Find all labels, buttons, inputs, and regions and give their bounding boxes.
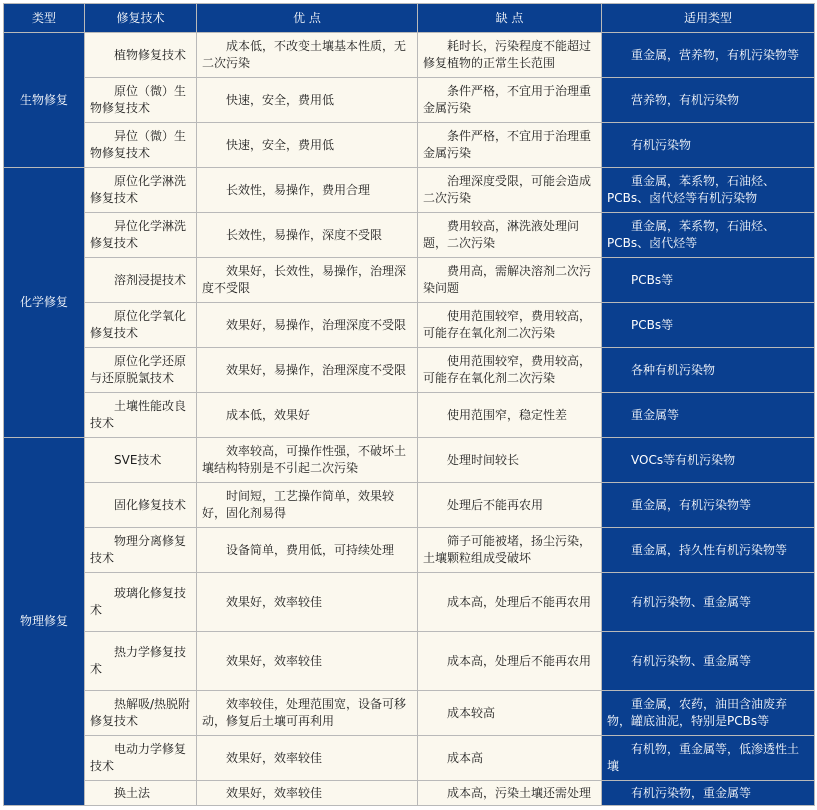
table-row [4, 573, 815, 632]
table-row [4, 438, 815, 483]
header-type: 类型 [4, 4, 85, 33]
pros-cell: 设备简单，费用低，可持续处理 [197, 528, 418, 573]
pros-cell: 效果好，效率较佳 [197, 781, 418, 806]
table-row [4, 213, 815, 258]
header-technique: 修复技术 [85, 4, 197, 33]
pros-cell: 快速，安全，费用低 [197, 123, 418, 168]
technique-cell: 原位化学淋洗修复技术 [85, 168, 197, 213]
category-cell: 生物修复 [4, 33, 85, 168]
pros-cell: 效率较佳，处理范围宽，设备可移动，修复后土壤可再利用 [197, 691, 418, 736]
technique-cell: 热解吸/热脱附修复技术 [85, 691, 197, 736]
category-cell: 物理修复 [4, 438, 85, 806]
cons-cell: 条件严格，不宜用于治理重金属污染 [418, 123, 602, 168]
cons-cell: 筛子可能被堵，扬尘污染，土壤颗粒组成受破坏 [418, 528, 602, 573]
applicable-cell: PCBs等 [602, 258, 815, 303]
applicable-cell: VOCs等有机污染物 [602, 438, 815, 483]
technique-cell: 植物修复技术 [85, 33, 197, 78]
technique-cell: 换土法 [85, 781, 197, 806]
applicable-cell: 重金属，持久性有机污染物等 [602, 528, 815, 573]
remediation-comparison-table [3, 3, 815, 806]
cons-cell: 成本高，处理后不能再农用 [418, 573, 602, 632]
applicable-cell: 重金属，苯系物，石油烃、PCBs、卤代烃等 [602, 213, 815, 258]
technique-cell: 原位化学还原与还原脱氯技术 [85, 348, 197, 393]
table-row [4, 168, 815, 213]
pros-cell: 长效性，易操作，费用合理 [197, 168, 418, 213]
technique-cell: 土壤性能改良技术 [85, 393, 197, 438]
cons-cell: 条件严格，不宜用于治理重金属污染 [418, 78, 602, 123]
applicable-cell: 有机污染物，重金属等 [602, 781, 815, 806]
technique-cell: 热力学修复技术 [85, 632, 197, 691]
category-cell: 化学修复 [4, 168, 85, 438]
pros-cell: 效果好，易操作，治理深度不受限 [197, 303, 418, 348]
header-applicable: 适用类型 [602, 4, 815, 33]
pros-cell: 效果好，易操作，治理深度不受限 [197, 348, 418, 393]
table-body [4, 33, 815, 806]
table-row [4, 781, 815, 806]
cons-cell: 成本高，污染土壤还需处理 [418, 781, 602, 806]
applicable-cell: 重金属，有机污染物等 [602, 483, 815, 528]
table-row [4, 393, 815, 438]
technique-cell: 溶剂浸提技术 [85, 258, 197, 303]
applicable-cell: 有机污染物、重金属等 [602, 573, 815, 632]
pros-cell: 快速，安全，费用低 [197, 78, 418, 123]
cons-cell: 处理时间较长 [418, 438, 602, 483]
cons-cell: 使用范围较窄，费用较高，可能存在氧化剂二次污染 [418, 303, 602, 348]
applicable-cell: 重金属，农药，油田含油废弃物，罐底油泥，特别是PCBs等 [602, 691, 815, 736]
table-row [4, 691, 815, 736]
table-row [4, 303, 815, 348]
applicable-cell: PCBs等 [602, 303, 815, 348]
pros-cell: 效率较高，可操作性强，不破坏土壤结构特别是不引起二次污染 [197, 438, 418, 483]
pros-cell: 成本低，不改变土壤基本性质，无二次污染 [197, 33, 418, 78]
cons-cell: 成本高，处理后不能再农用 [418, 632, 602, 691]
applicable-cell: 重金属，苯系物，石油烃、PCBs、卤代烃等有机污染物 [602, 168, 815, 213]
pros-cell: 长效性，易操作，深度不受限 [197, 213, 418, 258]
applicable-cell: 各种有机污染物 [602, 348, 815, 393]
cons-cell: 费用较高，淋洗液处理问题，二次污染 [418, 213, 602, 258]
applicable-cell: 重金属，营养物，有机污染物等 [602, 33, 815, 78]
cons-cell: 费用高，需解决溶剂二次污染问题 [418, 258, 602, 303]
cons-cell: 使用范围窄，稳定性差 [418, 393, 602, 438]
table-header [4, 4, 815, 33]
pros-cell: 效果好，效率较佳 [197, 736, 418, 781]
table-row [4, 348, 815, 393]
technique-cell: 异位（微）生物修复技术 [85, 123, 197, 168]
cons-cell: 治理深度受限，可能会造成二次污染 [418, 168, 602, 213]
applicable-cell: 重金属等 [602, 393, 815, 438]
technique-cell: 原位（微）生物修复技术 [85, 78, 197, 123]
header-cons: 缺 点 [418, 4, 602, 33]
technique-cell: 物理分离修复技术 [85, 528, 197, 573]
technique-cell: 玻璃化修复技术 [85, 573, 197, 632]
pros-cell: 效果好，长效性，易操作，治理深度不受限 [197, 258, 418, 303]
table-row [4, 528, 815, 573]
table-row [4, 33, 815, 78]
table-row [4, 483, 815, 528]
pros-cell: 时间短，工艺操作简单，效果较好，固化剂易得 [197, 483, 418, 528]
applicable-cell: 有机物，重金属等，低渗透性土壤 [602, 736, 815, 781]
table-row [4, 123, 815, 168]
cons-cell: 使用范围较窄，费用较高，可能存在氧化剂二次污染 [418, 348, 602, 393]
table-row [4, 258, 815, 303]
cons-cell: 处理后不能再农用 [418, 483, 602, 528]
technique-cell: 电动力学修复技术 [85, 736, 197, 781]
applicable-cell: 有机污染物 [602, 123, 815, 168]
technique-cell: 原位化学氧化修复技术 [85, 303, 197, 348]
cons-cell: 耗时长，污染程度不能超过修复植物的正常生长范围 [418, 33, 602, 78]
pros-cell: 效果好，效率较佳 [197, 632, 418, 691]
technique-cell: 固化修复技术 [85, 483, 197, 528]
cons-cell: 成本高 [418, 736, 602, 781]
pros-cell: 成本低，效果好 [197, 393, 418, 438]
applicable-cell: 有机污染物、重金属等 [602, 632, 815, 691]
technique-cell: SVE技术 [85, 438, 197, 483]
table-row [4, 78, 815, 123]
pros-cell: 效果好，效率较佳 [197, 573, 418, 632]
applicable-cell: 营养物，有机污染物 [602, 78, 815, 123]
header-pros: 优 点 [197, 4, 418, 33]
cons-cell: 成本较高 [418, 691, 602, 736]
table-row [4, 632, 815, 691]
table-row [4, 736, 815, 781]
technique-cell: 异位化学淋洗修复技术 [85, 213, 197, 258]
